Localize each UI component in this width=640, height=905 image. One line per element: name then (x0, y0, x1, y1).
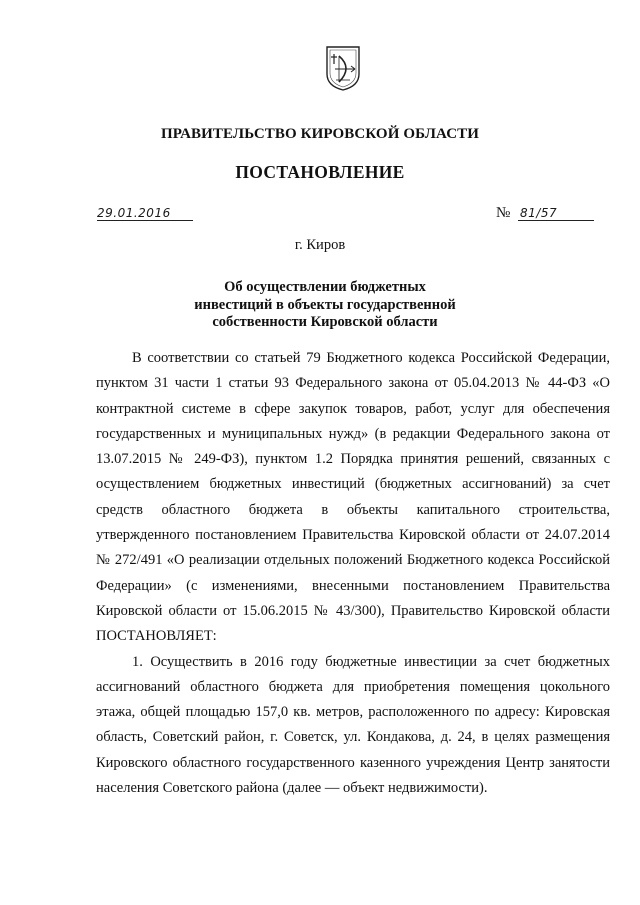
subject-line: инвестиций в объекты государственной (194, 296, 456, 313)
document-subject (160, 279, 490, 332)
document-type: ПОСТАНОВЛЕНИЕ (235, 162, 405, 182)
subject-line: собственности Кировской области (212, 314, 438, 330)
subject-line: Об осуществлении бюджетных (224, 279, 426, 295)
city: г. Киров (294, 237, 346, 253)
kirov-coat-of-arms-icon (325, 44, 361, 92)
body-paragraph: В соответствии со статьей 79 Бюджетного кодекса Российской Федерации, пунктом 31 части 1 статьи 93 Федерального закона от 05.04.2013 № 44-ФЗ «О контрактной системе в сфере закупок товаров, работ, услуг для обеспечения государственных и муниципальных нужд» (в редакции Федерального закона от 13.07.2015 № 249-ФЗ), пунктом 1.2 Порядка принятия решений, связанных с осуществлением бюджетных инвестиций (бюджетных ассигнований) за счет средств областного бюджета в объекты капитального строительства, утвержденного постановлением Правительства Кировской области от 24.07.2014 № 272/491 «О реализации отдельных положений Бюджетного кодекса Российской Федерации» (с изменениями, внесенными постановлением Правительства Кировской области от 15.06.2015 № 43/300), Правительство Кировской области ПОСТАНОВЛЯЕТ: (96, 350, 610, 645)
body-paragraph: 1. Осуществить в 2016 году бюджетные инвестиции за счет бюджетных ассигнований областного бюджета для приобретения помещения цокольного этажа, общей площадью 157,0 кв. метров, расположенного по адресу: Кировская область, Советский район, г. Советск, ул. Кондакова, д. 24, в целях размещения Кировского областного государственного казенного учреждения Центр занятости населения Советского района (далее — объект недвижимости). (96, 653, 610, 797)
document-date: 29.01.2016 (97, 207, 193, 221)
document-number: 81/57 (518, 207, 594, 221)
number-sign: № (496, 205, 511, 221)
organization-title: ПРАВИТЕЛЬСТВО КИРОВСКОЙ ОБЛАСТИ (161, 126, 479, 142)
document-body (96, 346, 610, 801)
